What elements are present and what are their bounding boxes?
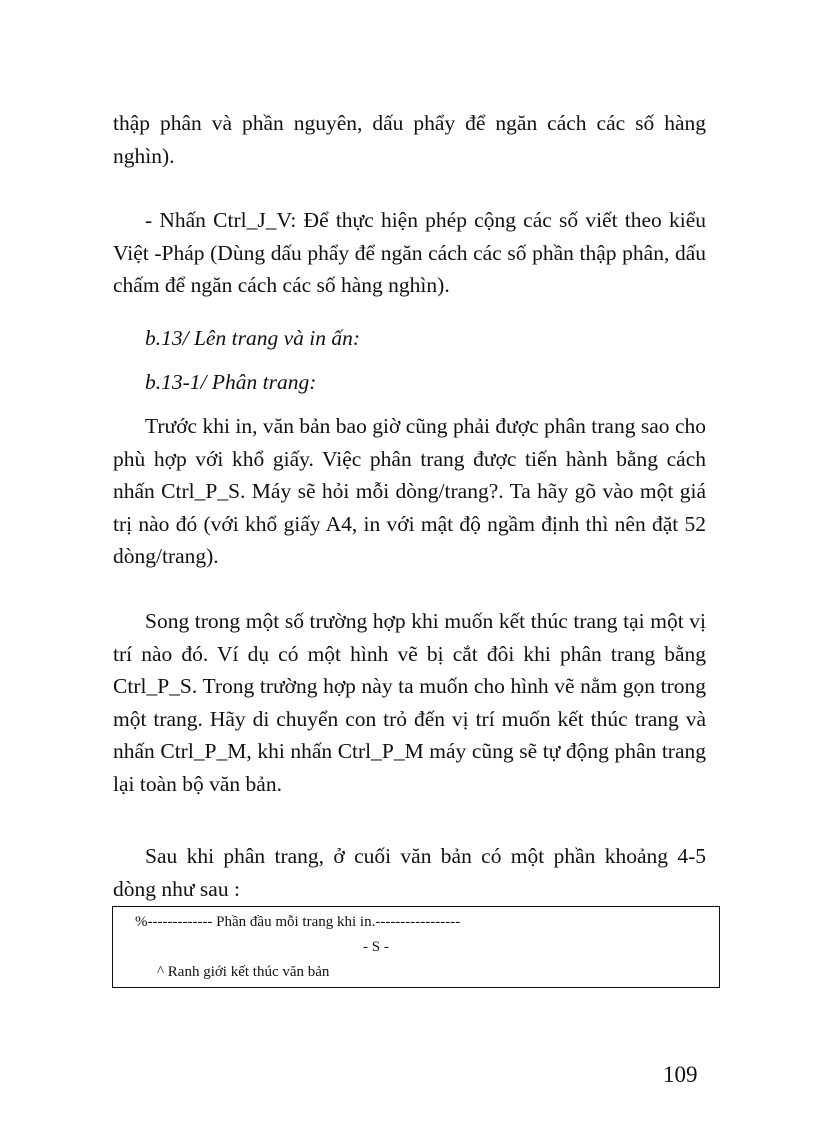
paragraph-continuation: thập phân và phần nguyên, dấu phẩy để ngăn cách các số hàng nghìn). xyxy=(113,111,706,168)
page-break-example-box xyxy=(112,906,720,988)
paragraph-ctrl-j-v: - Nhấn Ctrl_J_V: Để thực hiện phép cộng các số viết theo kiểu Việt -Pháp (Dùng dấu phẩy để ngăn cách các số phần thập phân, dấu chấm để ngăn cách các số hàng nghìn). xyxy=(113,208,706,297)
code-line-separator: - S - xyxy=(363,939,389,955)
section-heading-b13: b.13/ Lên trang và in ấn: xyxy=(145,326,360,350)
paragraph-phan-trang: Trước khi in, văn bản bao giờ cũng phải được phân trang sao cho phù hợp với khổ giấy. Việc phân trang được tiến hành bằng cách nhấn Ctrl_P_S. Máy sẽ hỏi mỗi dòng/trang?. Ta hãy gõ vào một giá trị nào đó (với khổ giấy A4, in với mật độ ngầm định thì nên đặt 52 dòng/trang). xyxy=(113,414,706,568)
paragraph-ket-thuc-trang: Song trong một số trường hợp khi muốn kết thúc trang tại một vị trí nào đó. Ví dụ có một hình vẽ bị cắt đôi khi phân trang bằng Ctrl_P_S. Trong trường hợp này ta muốn cho hình vẽ nằm gọn trong một trang. Hãy di chuyển con trỏ đến vị trí muốn kết thúc trang và nhấn Ctrl_P_M, khi nhấn Ctrl_P_M máy cũng sẽ tự động phân trang lại toàn bộ văn bản. xyxy=(113,609,706,796)
code-line-header: %------------- Phần đầu mỗi trang khi in.----------------- xyxy=(135,914,461,930)
paragraph-cuoi-van-ban: Sau khi phân trang, ở cuối văn bản có một phần khoảng 4-5 dòng như sau : xyxy=(113,844,706,901)
section-heading-b13-1: b.13-1/ Phân trang: xyxy=(145,370,317,394)
code-line-end-marker: ^ Ranh giới kết thúc văn bản xyxy=(157,964,330,980)
page-number: 109 xyxy=(663,1062,698,1087)
